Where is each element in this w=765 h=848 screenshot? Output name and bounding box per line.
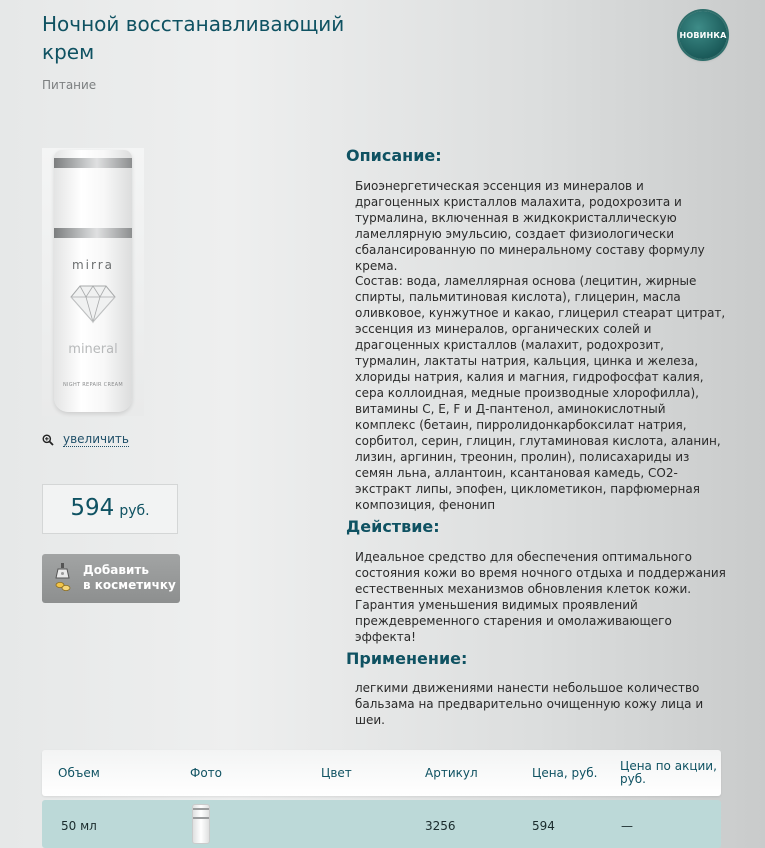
zoom-link[interactable] (42, 432, 129, 447)
bottle-line-label: mineral (68, 342, 118, 357)
add-to-bag-label-line1: Добавить (83, 563, 149, 577)
price-currency: руб. (119, 503, 150, 519)
price-box (42, 484, 178, 534)
zoom-link-label[interactable]: увеличить (63, 432, 129, 446)
product-image[interactable] (42, 148, 144, 416)
cap-band-bottom (54, 228, 132, 238)
column-header-photo: Фото (190, 766, 223, 780)
table-row[interactable] (42, 800, 721, 848)
cell-volume: 50 мл (61, 819, 97, 833)
cap-band-top (54, 158, 132, 168)
bottle-illustration (54, 150, 132, 412)
usage-text: легкими движениями нанести небольшое количество бальзама на предварительно очищенную кожу лица и шеи. (355, 681, 704, 727)
magnifier-plus-icon (42, 434, 54, 446)
column-header-color: Цвет (321, 766, 352, 780)
cell-article: 3256 (425, 819, 456, 833)
description-text: Биоэнергетическая эссенция из минералов и драгоценных кристаллов малахита, родохрозита и турмалина, включенная в жидкокристаллическую ламеллярную эмульсию, создает физиологически сбалансированную по минеральному составу формулу крема. (355, 179, 705, 273)
add-to-bag-button[interactable] (42, 554, 180, 603)
cell-photo-thumbnail[interactable] (192, 804, 210, 844)
price-value: 594 (70, 495, 115, 521)
column-header-article: Артикул (425, 766, 478, 780)
diamond-icon (70, 284, 116, 324)
variants-table-header (42, 750, 721, 796)
cosmetic-bag-icon (55, 562, 73, 592)
column-header-volume: Объем (58, 766, 100, 780)
usage-heading: Применение: (346, 649, 468, 668)
breadcrumb-category[interactable]: Питание (42, 78, 97, 92)
column-header-price: Цена, руб. (532, 766, 598, 780)
description-heading: Описание: (346, 146, 442, 165)
composition-text: Состав: вода, ламеллярная основа (лецитин, жирные спирты, пальмитиновая кислота), глицерин, масла оливковое, кунжутное и какао, глицерил стеарат цитрат, эссенция из минералов, органических солей и драгоценных кристаллов (малахит, родохрозит, турмалин, лактаты натрия, кальция, цинка и железа, хлориды натрия, калия и магния, гидрофосфат калия, сера коллоидная, медные производные хлорофилла), витамины С, Е, F и Д-пантенол, аминокислотный комплекс (бетаин, пирролидонкарбоксилат натрия, сорбитол, серин, глицин, глутаминовая кислота, аланин, лизин, аргинин, треонин, пролин), полисахариды из семян льна, аллантоин, ксантановая камедь, СО2-экстракт липы, эпофен, циклометикон, парфюмерная композиция, фенонип (355, 274, 726, 512)
page-title: Ночной восстанавливающий крем (42, 12, 345, 64)
bottle-brand-label: mirra (71, 258, 115, 272)
add-to-bag-label-line2: в косметичку (83, 578, 176, 592)
new-badge: НОВИНКА (679, 11, 727, 59)
action-heading: Действие: (346, 517, 440, 536)
cell-promo-price: — (621, 819, 633, 833)
cell-price: 594 (532, 819, 555, 833)
bottle-subtitle: NIGHT REPAIR CREAM (62, 382, 124, 388)
action-text: Идеальное средство для обеспечения оптимального состояния кожи во время ночного отдыха и поддержания естественных механизмов обновления клеток кожи. Гарантия уменьшения видимых проявлений преждевременного старения и омолаживающего эффекта! (355, 550, 726, 644)
column-header-promo-price: Цена по акции, руб. (620, 759, 717, 786)
